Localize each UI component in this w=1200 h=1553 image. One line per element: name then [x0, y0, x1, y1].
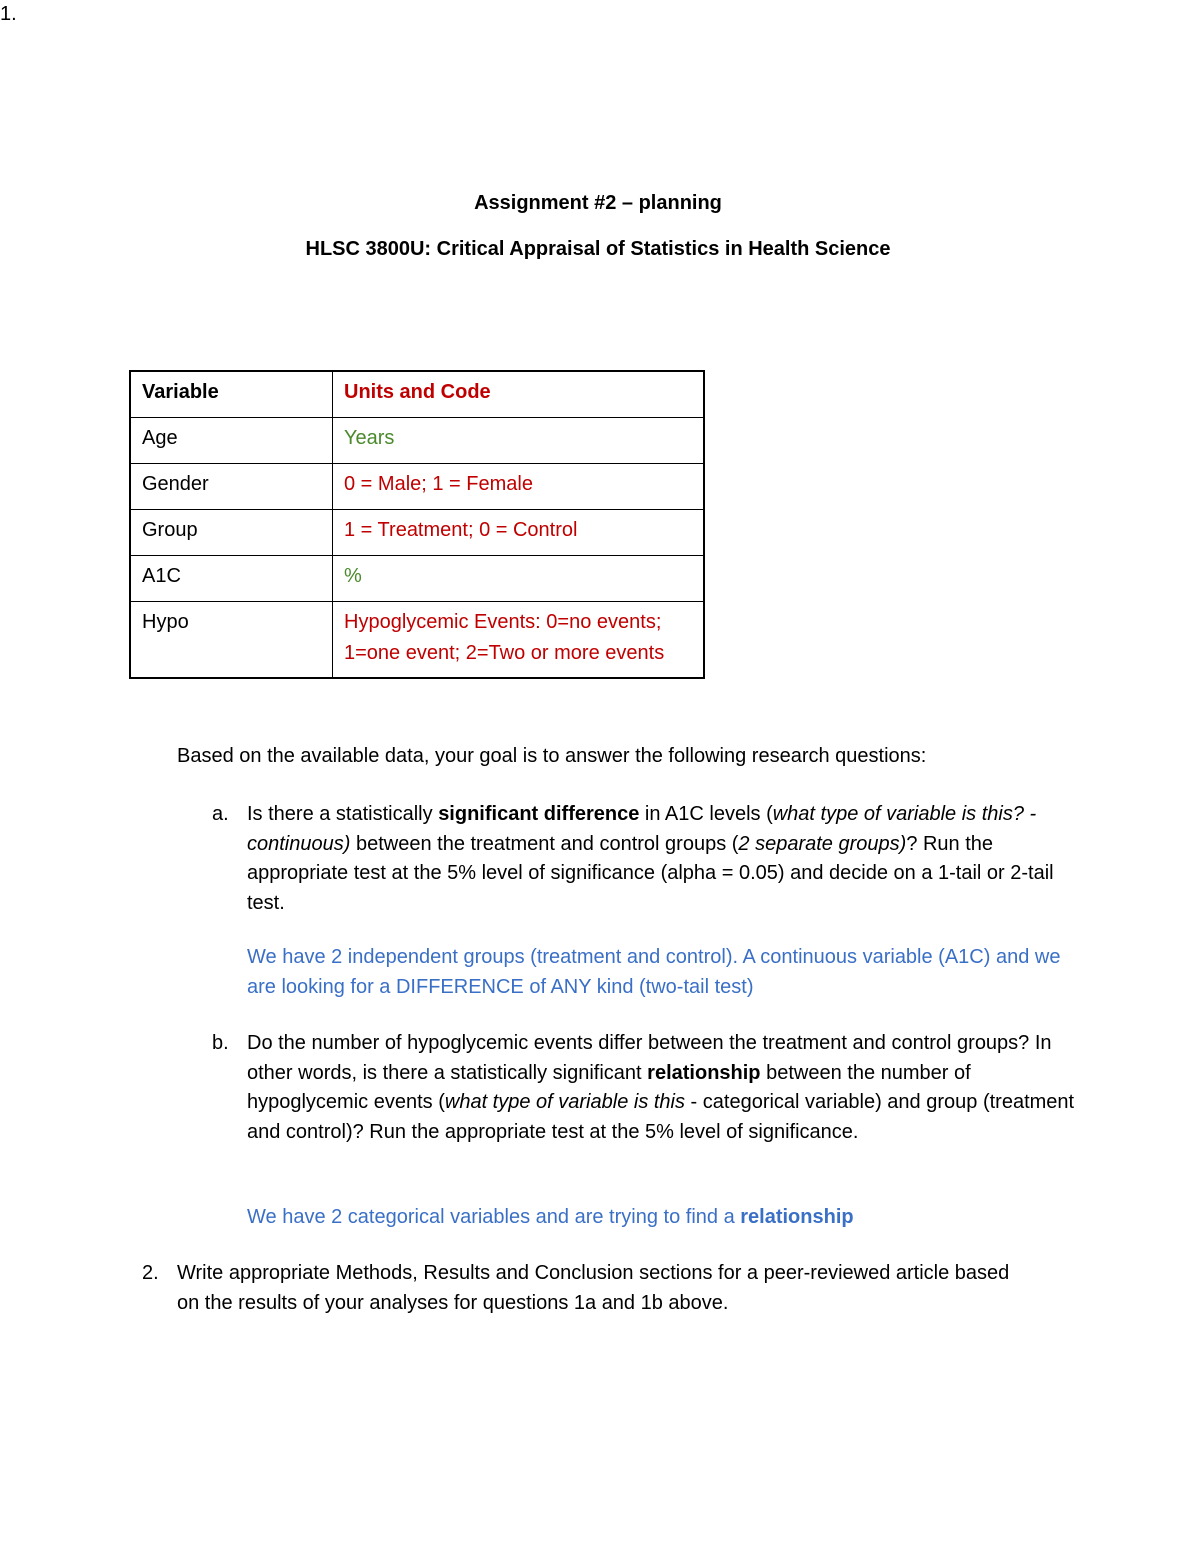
italic-text: what type of variable is this? - continuous) [247, 803, 1037, 855]
text-run: in A1C levels ( [639, 803, 773, 825]
table-row [130, 556, 704, 602]
italic-text: 2 separate groups) [738, 832, 907, 855]
text-run: Do the number of hypoglycemic events differ between the treatment and control groups? In other words, is there a statistically significant [247, 1032, 1052, 1084]
question-2-number: 2. [142, 1262, 159, 1284]
units-cell [333, 602, 705, 679]
variable-table [129, 370, 705, 679]
question-1-text: Based on the available data, your goal is to answer the following research questions: [177, 745, 927, 767]
variable-cell: Group [130, 510, 333, 556]
units-line: Hypoglycemic Events: 0=no events; [344, 611, 662, 633]
variable-cell: Hypo [130, 602, 333, 679]
question-1a-letter: a. [212, 803, 229, 825]
question-2-text: Write appropriate Methods, Results and Conclusion sections for a peer-reviewed article based on the results of your analyses for questions 1a and 1b above. [177, 1262, 1010, 1314]
table-row [130, 464, 704, 510]
emphasis-text: significant difference [438, 803, 640, 825]
column-header-variable: Variable [130, 371, 333, 418]
text-run: between the treatment and control groups ( [350, 832, 739, 855]
table-row [130, 418, 704, 464]
table-header-row [130, 371, 704, 418]
question-1b-text [247, 1029, 1077, 1147]
italic-text: what type of variable is this [444, 1091, 685, 1113]
variable-cell: Age [130, 418, 333, 464]
question-1b-letter: b. [212, 1032, 229, 1054]
units-line: 1=one event; 2=Two or more events [344, 642, 665, 664]
text-run: - categorical variable) and group (treatment and control)? Run the appropriate test at the 5% level of significance. [247, 1091, 1075, 1143]
text-run: Is there a statistically [247, 803, 439, 825]
units-cell: 1 = Treatment; 0 = Control [333, 510, 705, 556]
text-run: between the number of hypoglycemic events ( [247, 1061, 971, 1113]
question-1a-text [247, 800, 1077, 918]
table-row [130, 510, 704, 556]
text-run: ? Run the appropriate test at the 5% level of significance (alpha = 0.05) and decide on a 1-tail or 2-tail test. [247, 832, 1054, 914]
emphasis-text: relationship [740, 1206, 854, 1228]
table-row [130, 602, 704, 679]
units-cell: Years [333, 418, 705, 464]
page-title: Assignment #2 – planning [474, 192, 722, 214]
variable-cell: Gender [130, 464, 333, 510]
variable-cell: A1C [130, 556, 333, 602]
units-cell: % [333, 556, 705, 602]
question-1b-answer [247, 1203, 1077, 1233]
units-cell: 0 = Male; 1 = Female [333, 464, 705, 510]
column-header-units: Units and Code [333, 371, 705, 418]
question-1a-answer: We have 2 independent groups (treatment and control). A continuous variable (A1C) and we are looking for a DIFFERENCE of ANY kind (two-tail test) [247, 946, 1061, 998]
emphasis-text: relationship [647, 1061, 761, 1084]
question-1-number: 1. [0, 3, 17, 25]
course-title: HLSC 3800U: Critical Appraisal of Statistics in Health Science [305, 238, 891, 260]
text-run: We have 2 categorical variables and are trying to find a [247, 1206, 741, 1228]
